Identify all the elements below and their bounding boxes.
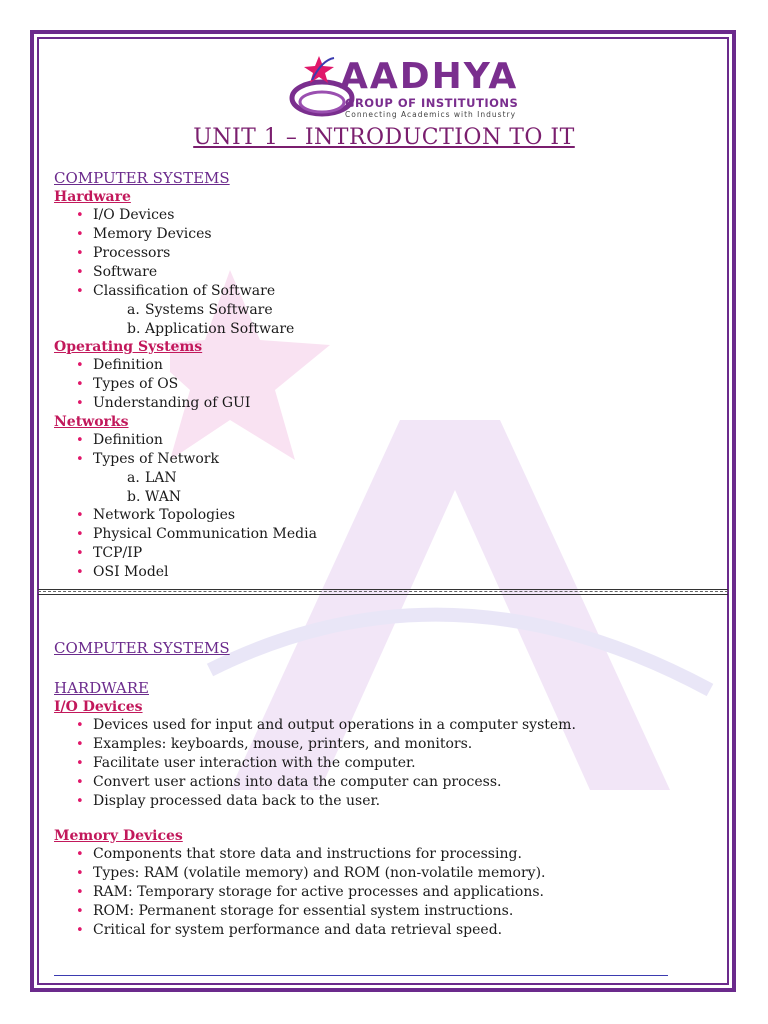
list-item: • Types of Network <box>76 450 734 469</box>
section-title: COMPUTER SYSTEMS <box>54 639 230 657</box>
network-types-list <box>54 469 734 506</box>
list-item: • Physical Communication Media <box>76 525 734 544</box>
logo-group-text: GROUP OF INSTITUTIONS <box>345 96 519 110</box>
list-item: • OSI Model <box>76 563 734 582</box>
list-item: • Memory Devices <box>76 225 734 244</box>
networks-list-b <box>54 506 734 582</box>
list-item: • TCP/IP <box>76 544 734 563</box>
list-item: • Definition <box>76 356 734 375</box>
list-item: • Components that store data and instructions for processing. <box>76 845 734 864</box>
list-item: • RAM: Temporary storage for active processes and applications. <box>76 883 734 902</box>
section-divider <box>38 589 728 595</box>
list-item: • ROM: Permanent storage for essential system instructions. <box>76 902 734 921</box>
hardware-title: HARDWARE <box>54 679 149 697</box>
list-item: • I/O Devices <box>76 206 734 225</box>
networks-heading: Networks <box>54 414 129 430</box>
sub-list-item: b. Application Software <box>127 320 295 337</box>
document-title: UNIT 1 – INTRODUCTION TO IT <box>193 125 575 150</box>
list-item: • Understanding of GUI <box>76 394 734 413</box>
logo-tagline: Connecting Academics with Industry <box>345 110 517 119</box>
list-item: • Types of OS <box>76 375 734 394</box>
os-list <box>54 356 734 413</box>
list-item: • Software <box>76 263 734 282</box>
list-item: • Classification of Software <box>76 282 734 301</box>
sub-list-item: a. LAN <box>127 470 177 486</box>
os-heading: Operating Systems <box>54 339 203 355</box>
hardware-heading: Hardware <box>54 189 131 205</box>
io-devices-heading: I/O Devices <box>54 699 143 715</box>
memory-devices-heading: Memory Devices <box>54 828 183 844</box>
list-item: • Processors <box>76 244 734 263</box>
memory-devices-list <box>54 845 734 940</box>
list-item: • Examples: keyboards, mouse, printers, and monitors. <box>76 735 734 754</box>
list-item: • Facilitate user interaction with the computer. <box>76 754 734 773</box>
outline-section <box>54 168 734 582</box>
footer-rule <box>54 975 668 976</box>
list-item: • Critical for system performance and data retrieval speed. <box>76 921 734 940</box>
list-item: • Convert user actions into data the computer can process. <box>76 773 734 792</box>
hardware-list <box>54 206 734 301</box>
list-item: • Types: RAM (volatile memory) and ROM (non-volatile memory). <box>76 864 734 883</box>
networks-list-a <box>54 431 734 469</box>
sub-list-item: b. WAN <box>127 488 182 505</box>
list-item: • Definition <box>76 431 734 450</box>
list-item: • Devices used for input and output operations in a computer system. <box>76 716 734 735</box>
detail-section <box>54 638 734 940</box>
logo-name: AADHYA <box>340 56 519 97</box>
sub-list-item: a. Systems Software <box>127 302 273 318</box>
software-classification-list <box>54 301 734 338</box>
list-item: • Network Topologies <box>76 506 734 525</box>
list-item: • Display processed data back to the user. <box>76 792 734 811</box>
section-title: COMPUTER SYSTEMS <box>54 169 230 187</box>
io-devices-list <box>54 716 734 811</box>
